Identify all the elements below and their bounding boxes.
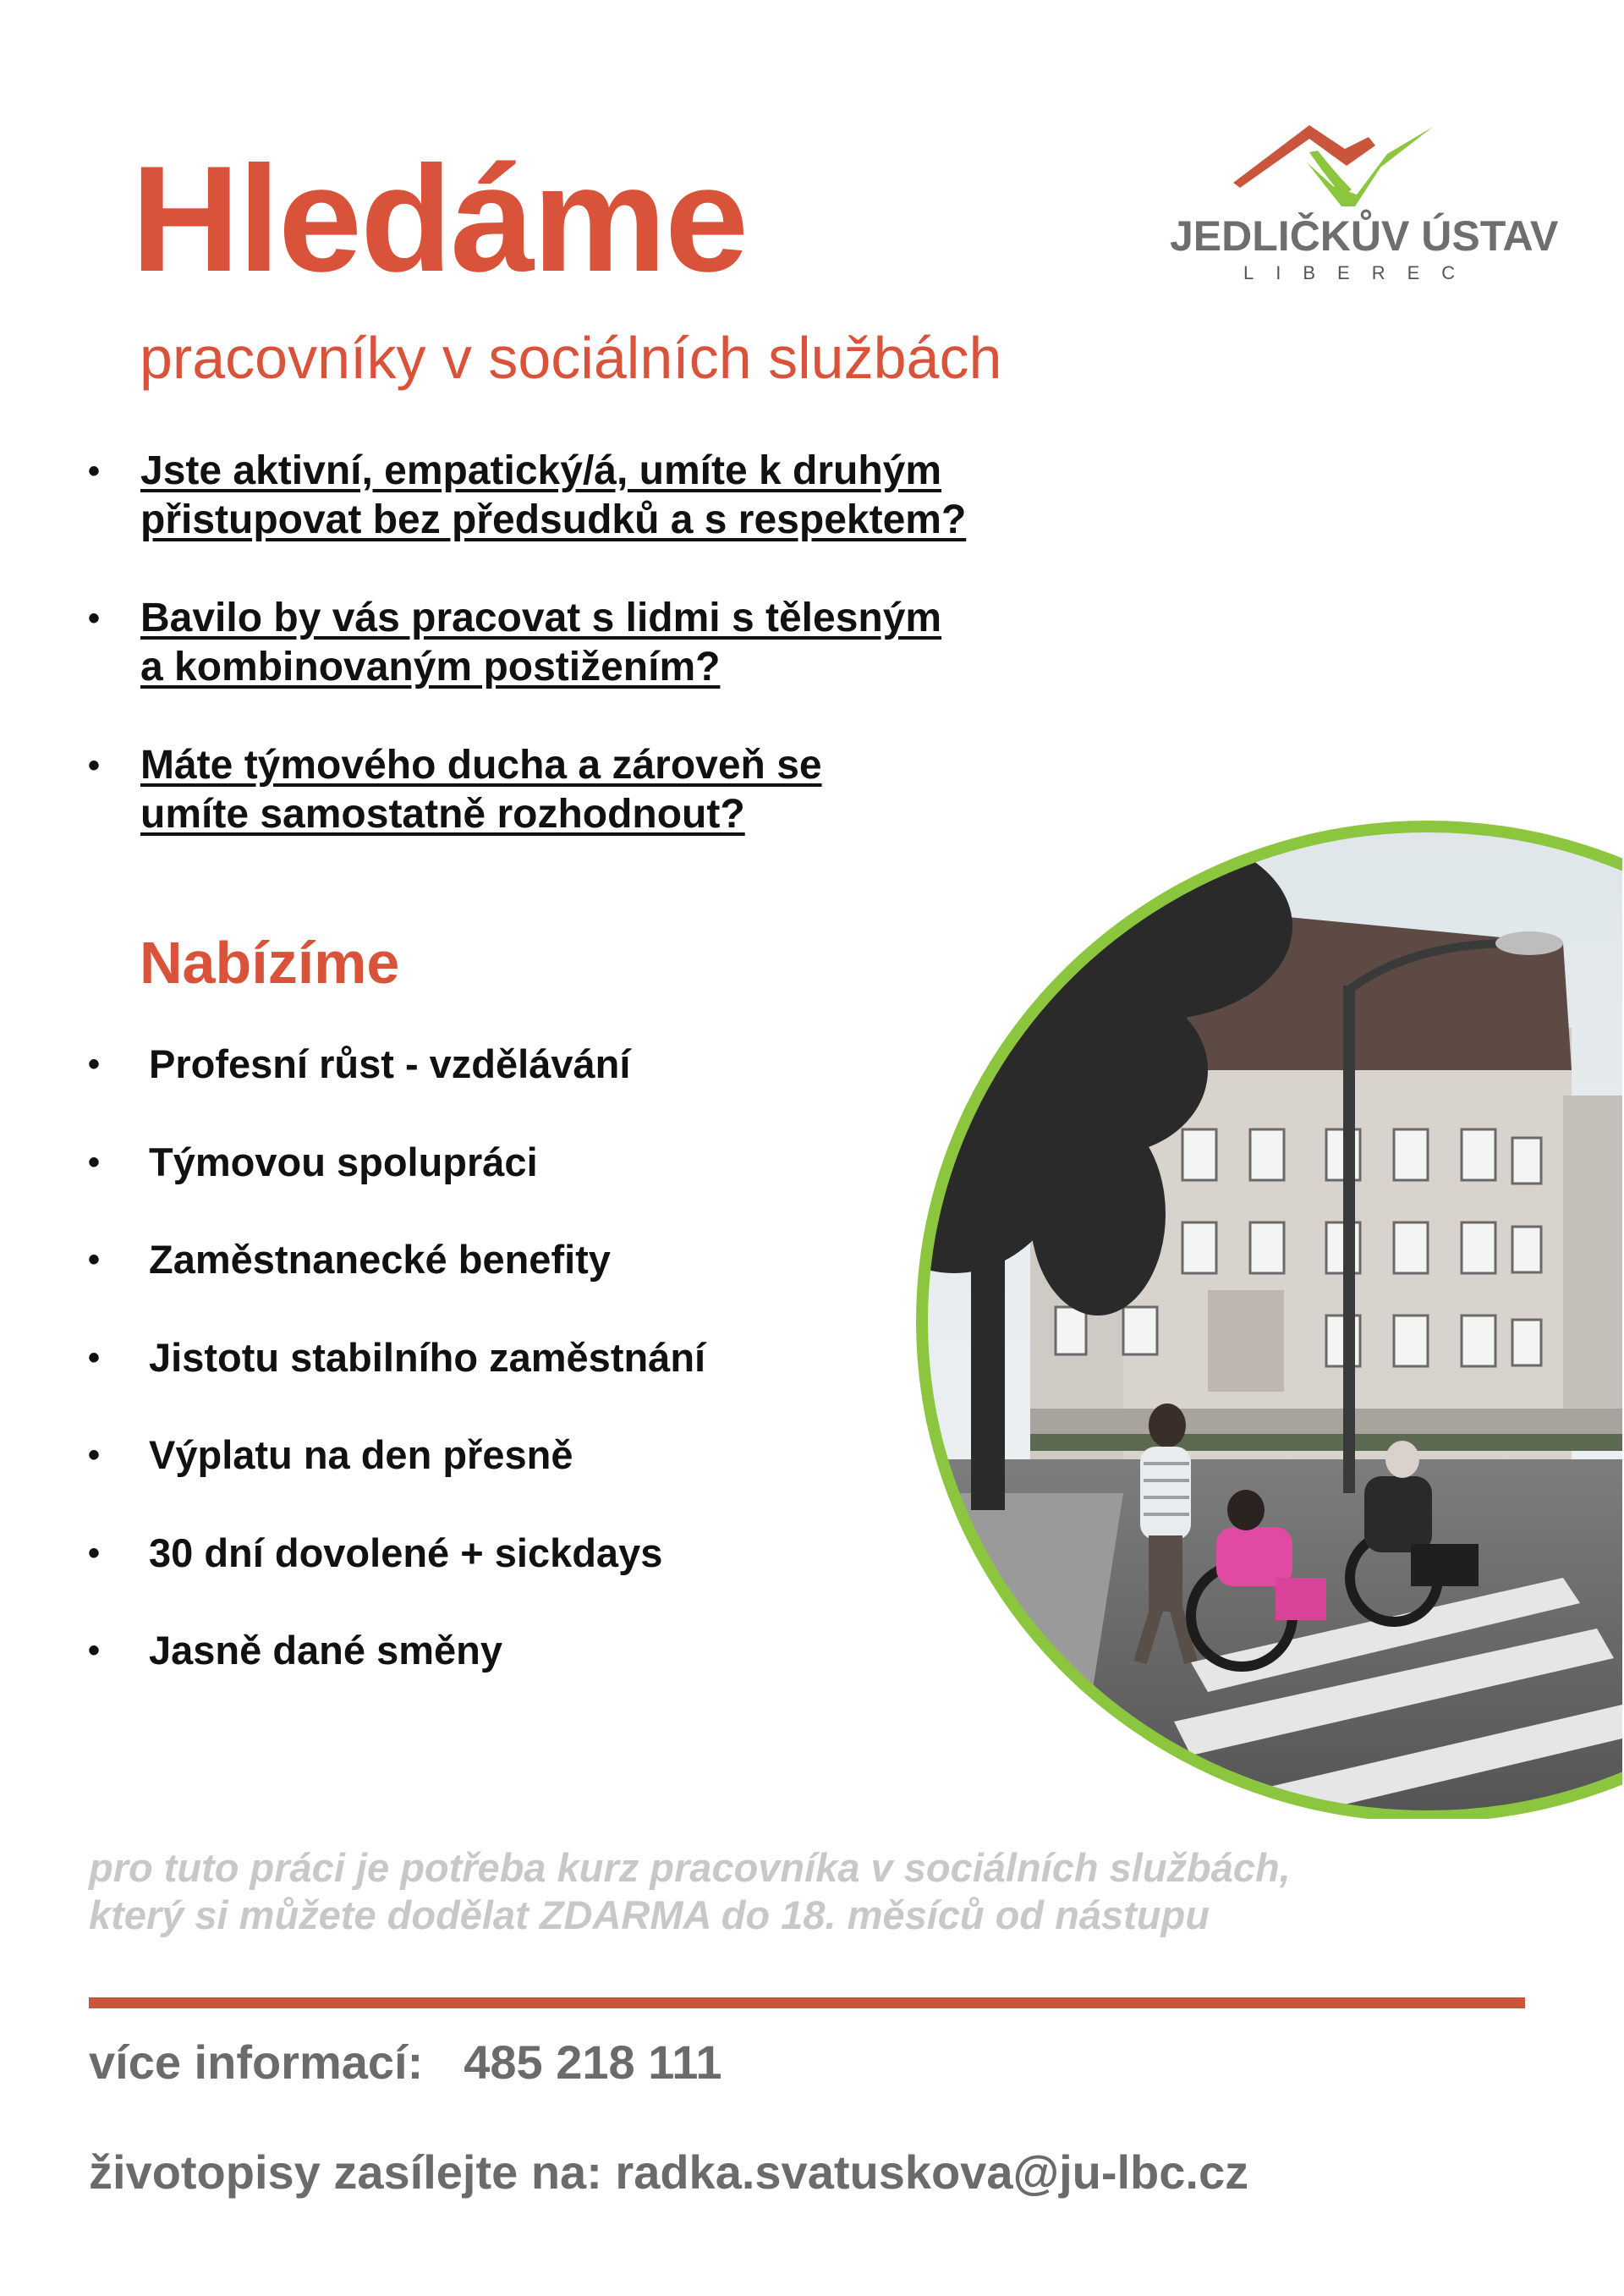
bullet-icon: • xyxy=(88,1241,101,1278)
note-line: který si můžete dodělat ZDARMA do 18. měsíců od nástupu xyxy=(89,1892,1210,1937)
cv-contact xyxy=(89,2145,1248,2200)
requirement-note xyxy=(89,1844,1442,1939)
offer-item xyxy=(85,1625,846,1723)
contact-info xyxy=(89,2035,722,2090)
offer-item xyxy=(85,1039,846,1137)
phone-number[interactable]: 485 218 111 xyxy=(464,2035,722,2089)
divider xyxy=(89,1997,1525,2008)
bullet-icon: • xyxy=(88,1436,101,1474)
contact-info-label: více informací: xyxy=(89,2035,424,2089)
offer-item xyxy=(85,1234,846,1332)
question-item xyxy=(85,447,1100,545)
bullet-icon: • xyxy=(88,747,101,784)
question-item xyxy=(85,594,1100,692)
question-line: umíte samostatně rozhodnout? xyxy=(140,792,745,837)
offer-item-label: Profesní růst - vzdělávání xyxy=(149,1041,631,1086)
bullet-icon: • xyxy=(88,453,101,490)
offer-item-label: Výplatu na den přesně xyxy=(149,1432,573,1477)
offer-item-label: Jasně dané směny xyxy=(149,1628,502,1673)
bullet-icon: • xyxy=(88,600,101,637)
logo-name: JEDLIČKŮV ÚSTAV xyxy=(1170,212,1559,260)
offer-item xyxy=(85,1528,846,1626)
offer-item-label: 30 dní dovolené + sickdays xyxy=(149,1530,663,1575)
note-line: pro tuto práci je potřeba kurz pracovníka v sociálních službách, xyxy=(89,1845,1291,1890)
question-line: Bavilo by vás pracovat s lidmi s tělesným xyxy=(140,596,942,640)
offer-item-label: Týmovou spolupráci xyxy=(149,1139,538,1184)
bullet-icon: • xyxy=(88,1534,101,1572)
email-link[interactable]: radka.svatuskova@ju-lbc.cz xyxy=(615,2145,1249,2199)
bullet-icon: • xyxy=(88,1046,101,1083)
question-line: Máte týmového ducha a zároveň se xyxy=(140,743,822,788)
bullet-icon: • xyxy=(88,1632,101,1669)
offer-item-label: Jistotu stabilního zaměstnání xyxy=(149,1334,706,1380)
question-line: přistupovat bez předsudků a s respektem? xyxy=(140,497,967,542)
offer-item xyxy=(85,1332,846,1431)
offer-item xyxy=(85,1137,846,1235)
offer-list xyxy=(85,1039,846,1723)
page-subtitle: pracovníky v sociálních službách xyxy=(140,325,1002,391)
question-line: Jste aktivní, empatický/á, umíte k druhým xyxy=(140,448,942,493)
question-line: a kombinovaným postižením? xyxy=(140,645,721,689)
bullet-icon: • xyxy=(88,1143,101,1181)
offer-item-label: Zaměstnanecké benefity xyxy=(149,1237,611,1282)
offer-title: Nabízíme xyxy=(140,930,400,996)
bullet-icon: • xyxy=(88,1338,101,1376)
cv-label: životopisy zasílejte na: xyxy=(89,2145,602,2199)
photo-building-wheelchair xyxy=(903,816,1622,1819)
page-title: Hledáme xyxy=(131,135,747,303)
offer-item xyxy=(85,1430,846,1528)
logo-city: LIBEREC xyxy=(1243,262,1478,283)
